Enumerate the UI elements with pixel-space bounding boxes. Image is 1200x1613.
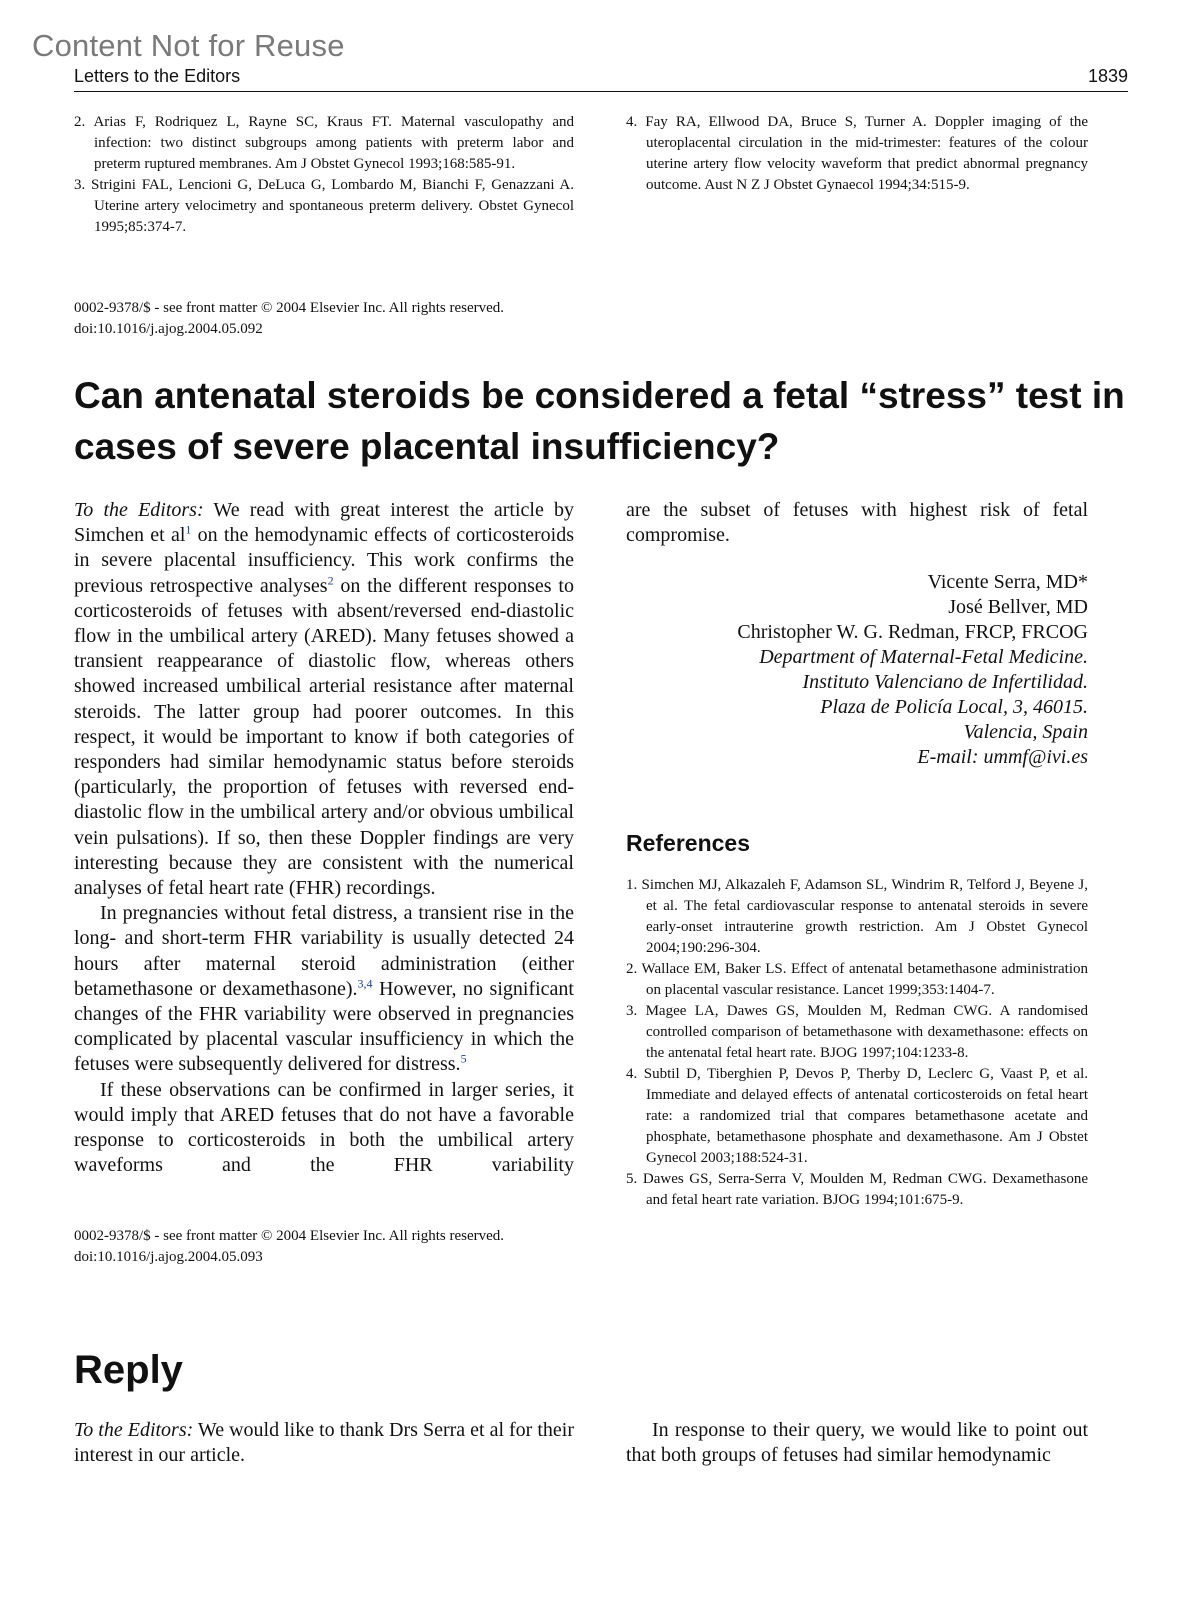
section-name: Letters to the Editors bbox=[74, 66, 241, 86]
prev-reference: 4. Fay RA, Ellwood DA, Bruce S, Turner A. Doppler imaging of the uteroplacental circulation in the mid-trimester: features of the colour uterine artery flow velocity waveform that predict abnormal pregnancy outcome. Aust N Z J Obstet Gynaecol 1994;34:515-9. bbox=[626, 114, 1088, 193]
reference-item: 3. Magee LA, Dawes GS, Moulden M, Redman CWG. A randomised controlled comparison of betamethasone with dexamethasone: effects on the antenatal fetal heart rate. BJOG 1997;104:1233-8. bbox=[626, 1003, 1088, 1061]
affiliation-line: Valencia, Spain bbox=[963, 721, 1088, 743]
copyright-notice-1 bbox=[74, 298, 574, 340]
author-name: Vicente Serra, MD* bbox=[927, 571, 1088, 593]
running-head bbox=[74, 66, 1128, 92]
reference-item: 1. Simchen MJ, Alkazaleh F, Adamson SL, Windrim R, Telford J, Beyene J, et al. The fetal cardiovascular response to antenatal steroids in severe early-onset intrauterine growth restriction. Am J Obstet Gynecol 2004;190:296-304. bbox=[626, 877, 1088, 956]
prev-references-right bbox=[626, 112, 1088, 196]
email-address[interactable]: E-mail: ummf@ivi.es bbox=[917, 746, 1088, 768]
reply-paragraph-2: In response to their query, we would like to point out that both groups of fetuses had similar hemodynamic bbox=[626, 1419, 1088, 1467]
letter-body-right bbox=[626, 498, 1088, 548]
letter-paragraph-2: In pregnancies without fetal distress, a transient rise in the long- and short-term FHR variability is usually detected 24 hours after maternal steroid administration (either betamethasone or dexamethasone).$^{3,4}$ However, no significant changes of the FHR variability were observed in pregnancies complicated by placental vascular insufficiency in which the fetuses were subsequently delivered for distress.$^5$ bbox=[74, 902, 574, 1076]
signature-block bbox=[626, 570, 1088, 770]
page-number: 1839 bbox=[1087, 66, 1128, 86]
author-name: Christopher W. G. Redman, FRCP, FRCOG bbox=[737, 621, 1088, 643]
doi-line: doi:10.1016/j.ajog.2004.05.092 bbox=[74, 321, 263, 337]
references-section bbox=[626, 830, 1088, 1211]
copyright-line: 0002-9378/$ - see front matter © 2004 Elsevier Inc. All rights reserved. bbox=[74, 1228, 505, 1244]
letter-paragraph-3: If these observations can be confirmed in larger series, it would imply that ARED fetuses that do not have a favorable response to corticosteroids in both the umbilical artery waveforms and the FHR variability bbox=[74, 1078, 574, 1177]
affiliation-line: Instituto Valenciano de Infertilidad. bbox=[802, 671, 1088, 693]
citation-link[interactable]: 3,4 bbox=[357, 976, 373, 991]
citation-link[interactable]: 5 bbox=[460, 1051, 467, 1066]
reference-item: 2. Wallace EM, Baker LS. Effect of antenatal betamethasone administration on placental vascular resistance. Lancet 1999;353:1404-7. bbox=[626, 961, 1088, 998]
citation-link[interactable]: 1 bbox=[185, 522, 192, 537]
reply-paragraph-1: To the Editors: We would like to thank Drs Serra et al for their interest in our article. bbox=[74, 1419, 574, 1467]
salutation: To the Editors: bbox=[74, 499, 204, 521]
affiliation-line: Department of Maternal-Fetal Medicine. bbox=[759, 646, 1088, 668]
reference-item: 4. Subtil D, Tiberghien P, Devos P, Therby D, Leclerc G, Vaast P, et al. Immediate and delayed effects of antenatal corticosteroids on fetal heart rate: a randomized trial that compares betamethasone acetate and phosphate, betamethasone phosphate and dexamethasone. Am J Obstet Gynecol 2003;188:524-31. bbox=[626, 1066, 1088, 1166]
letter-body-left bbox=[74, 498, 574, 1178]
prev-references-left bbox=[74, 112, 574, 238]
article-title: Can antenatal steroids be considered a fetal “stress” test in cases of severe placental insufficiency? bbox=[74, 375, 1125, 467]
reply-body-left bbox=[74, 1418, 574, 1468]
prev-reference: 2. Arias F, Rodriquez L, Rayne SC, Kraus FT. Maternal vasculopathy and infection: two distinct subgroups among patients with preterm labor and preterm ruptured membranes. Am J Obstet Gynecol 1993;168:585-91. bbox=[74, 114, 574, 172]
copyright-line: 0002-9378/$ - see front matter © 2004 Elsevier Inc. All rights reserved. bbox=[74, 300, 505, 316]
copyright-notice-2 bbox=[74, 1226, 574, 1268]
citation-link[interactable]: 2 bbox=[327, 572, 334, 587]
reference-item: 5. Dawes GS, Serra-Serra V, Moulden M, Redman CWG. Dexamethasone and fetal heart rate variation. BJOG 1994;101:675-9. bbox=[626, 1171, 1088, 1208]
letter-paragraph-1: To the Editors: We read with great interest the article by Simchen et $al^1$ on the hemodynamic effects of corticosteroids in severe placental insufficiency. This work confirms the previous retrospective analyses$^2$ on the different responses to corticosteroids of fetuses with absent/reversed end-diastolic flow in the umbilical artery (ARED). Many fetuses showed a transient reappearance of diastolic flow, whereas others showed increased umbilical arterial resistance after maternal steroids. The latter group had poorer outcomes. In this respect, it would be important to know if both categories of responders had similar hemodynamic status before steroids (particularly, the proportion of fetuses with reversed end-diastolic flow in the umbilical artery and/or obvious umbilical vein pulsations). If so, then these Doppler findings are very interesting because they are consistent with the numerical analyses of fetal heart rate (FHR) recordings. bbox=[74, 499, 574, 900]
author-name: José Bellver, MD bbox=[948, 596, 1088, 618]
affiliation-line: Plaza de Policía Local, 3, 46015. bbox=[820, 696, 1088, 718]
reply-body-right bbox=[626, 1418, 1088, 1468]
reply-salutation: To the Editors: bbox=[74, 1419, 194, 1441]
letter-paragraph-3-cont: are the subset of fetuses with highest risk of fetal compromise. bbox=[626, 499, 1088, 547]
reply-title: Reply bbox=[74, 1348, 183, 1392]
watermark: Content Not for Reuse bbox=[32, 28, 345, 63]
doi-line: doi:10.1016/j.ajog.2004.05.093 bbox=[74, 1249, 263, 1265]
prev-reference: 3. Strigini FAL, Lencioni G, DeLuca G, Lombardo M, Bianchi F, Genazzani A. Uterine artery velocimetry and spontaneous preterm delivery. Obstet Gynecol 1995;85:374-7. bbox=[74, 177, 574, 235]
references-heading: References bbox=[626, 830, 751, 856]
